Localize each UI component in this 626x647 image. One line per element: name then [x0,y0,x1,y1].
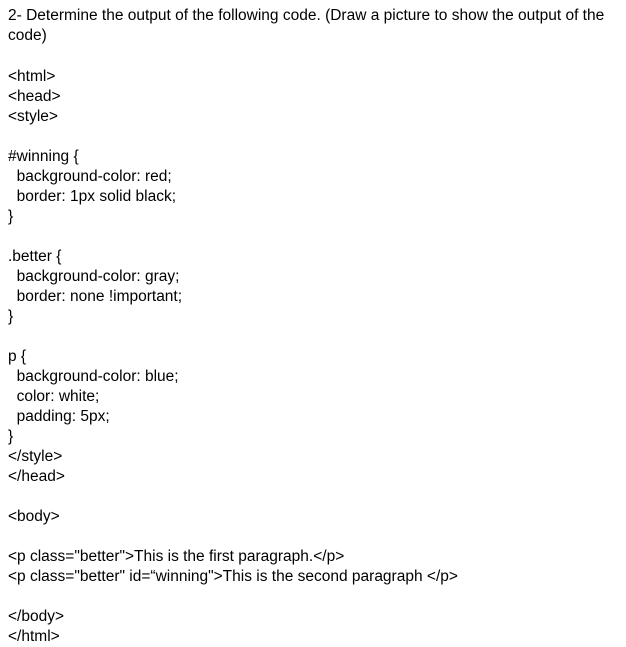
code-line [8,487,618,507]
code-line: border: 1px solid black; [8,188,177,205]
code-block [8,67,618,647]
code-line [8,587,618,607]
code-line: <p class="better" id=“winning">This is the second paragraph </p> [8,568,458,585]
code-line: background-color: blue; [8,368,179,385]
code-line: } [8,308,14,325]
code-line: <body> [8,508,60,525]
code-line: border: none !important; [8,288,183,305]
code-line: </body> [8,608,65,625]
code-line: </html> [8,628,60,645]
code-line [8,127,618,147]
document-page [8,6,618,647]
code-line: } [8,208,14,225]
code-line: </style> [8,448,63,465]
code-line [8,227,618,247]
code-line [8,327,618,347]
code-line: <html> [8,68,56,85]
code-line: background-color: gray; [8,268,180,285]
code-line: color: white; [8,388,100,405]
code-line: p { [8,348,27,365]
code-line: .better { [8,248,62,265]
code-line: <p class="better">This is the first paragraph.</p> [8,548,345,565]
code-line: background-color: red; [8,168,172,185]
code-line [8,527,618,547]
code-line: } [8,428,14,445]
code-line: </head> [8,468,65,485]
code-line: #winning { [8,148,79,165]
question-text: 2- Determine the output of the following code. (Draw a picture to show the output of the code) [8,7,605,44]
code-line: padding: 5px; [8,408,110,425]
code-line: <style> [8,108,58,125]
code-line: <head> [8,88,61,105]
